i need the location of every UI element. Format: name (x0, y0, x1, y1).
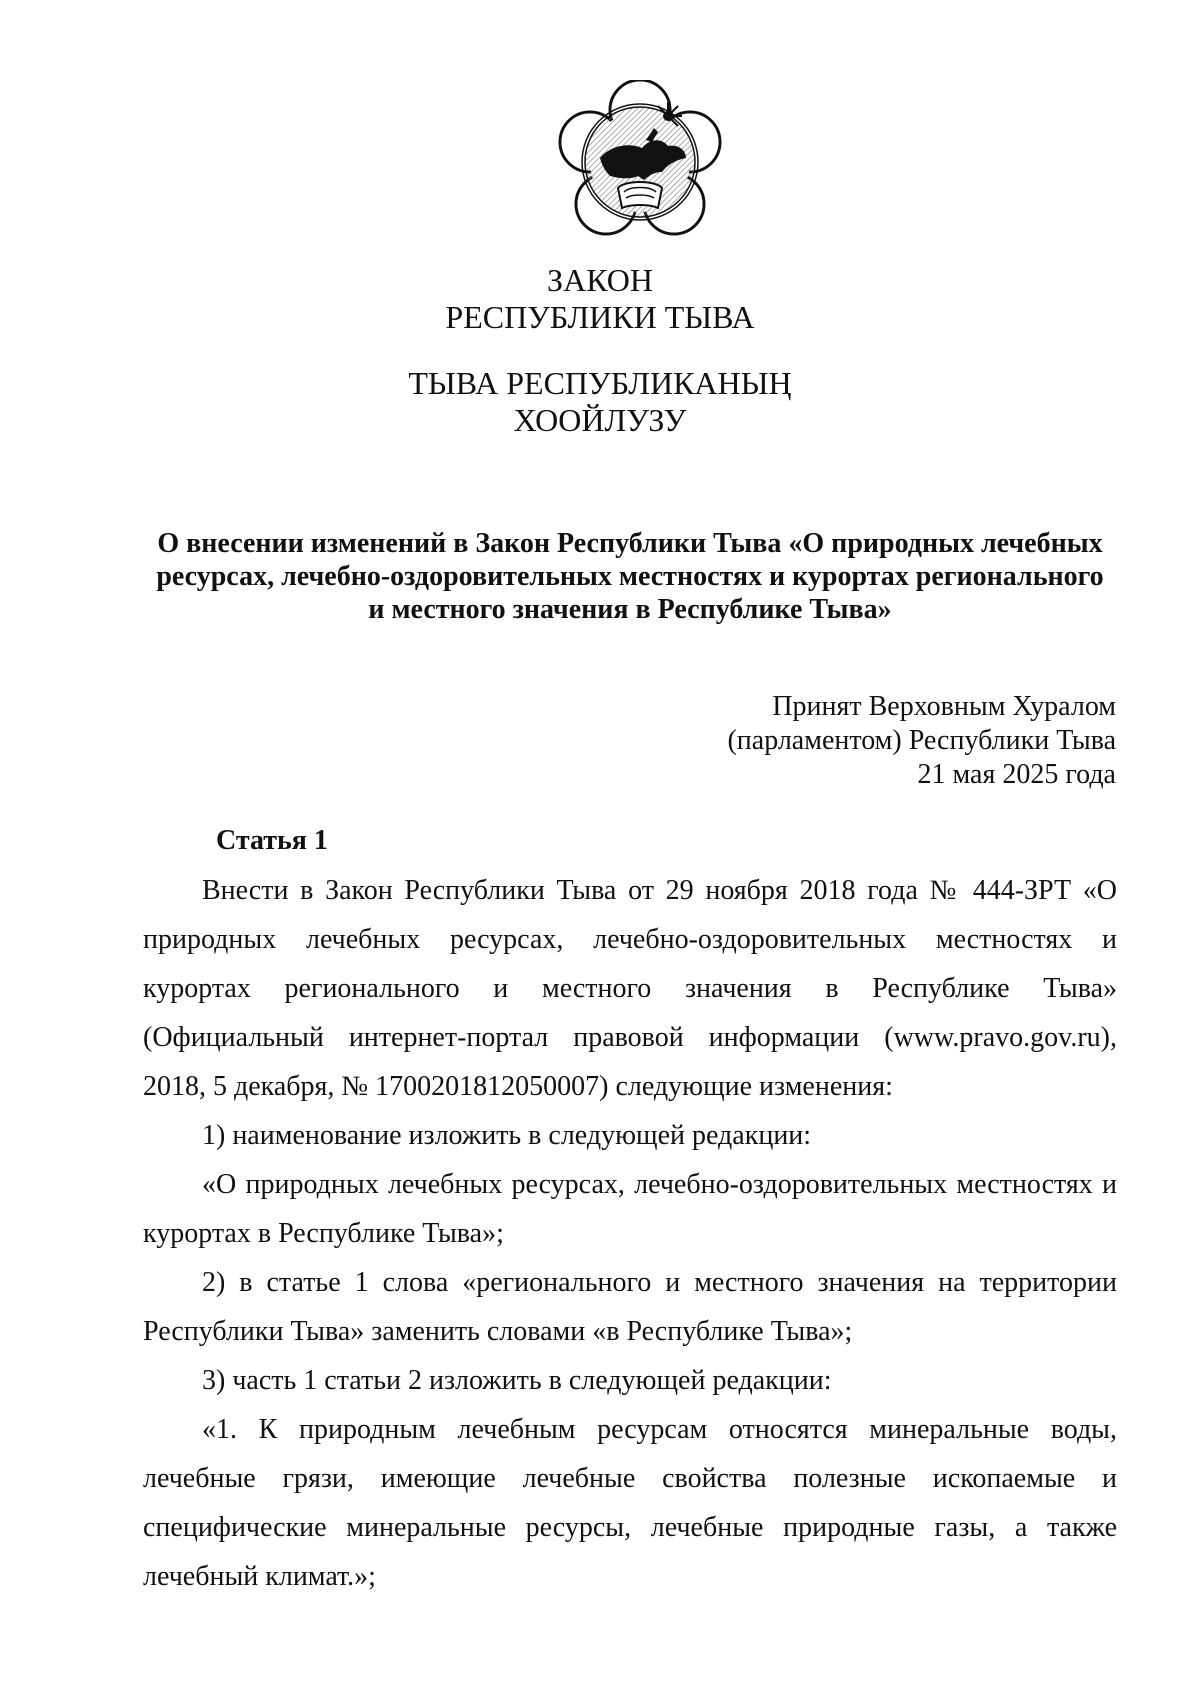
para1-line: (Официальный интернет-портал правовой информации (www.pravo.gov.ru), (143, 1022, 1117, 1053)
law-title-tuvan-line2: ХООЙЛУЗУ (513, 402, 687, 438)
item3-text: 3) часть 1 статьи 2 изложить в следующей редакции: (202, 1365, 832, 1396)
law-title-tuvan (0, 365, 1200, 439)
para1-line: курортах регионального и местного значения в Республике Тыва» (143, 973, 1117, 1004)
law-subject-line1: О внесении изменений в Закон Республики Тыва «О природных лечебных (157, 528, 1103, 559)
item1-quote-line: курортах в Республике Тыва»; (143, 1218, 504, 1249)
item2-line: 2) в статье 1 слова «регионального и местного значения на территории (202, 1267, 1117, 1298)
article-body (143, 866, 1117, 1601)
adoption-note (727, 690, 1116, 792)
adoption-line2: (парламентом) Республики Тыва (727, 725, 1116, 756)
adoption-line1: Принят Верховным Хуралом (772, 691, 1116, 722)
item3-quote-line: специфические минеральные ресурсы, лечебные природные газы, а также (143, 1512, 1117, 1543)
article-title: Статья 1 (216, 825, 328, 856)
item2-line: Республики Тыва» заменить словами «в Республике Тыва»; (143, 1316, 853, 1347)
para1-line: природных лечебных ресурсах, лечебно-оздоровительных местностях и (143, 924, 1117, 955)
law-subject-line3: и местного значения в Республике Тыва» (368, 594, 892, 625)
tuva-coat-of-arms-icon (558, 80, 722, 244)
law-title-line1: ЗАКОН (547, 262, 653, 298)
adoption-date: 21 мая 2025 года (917, 759, 1116, 790)
item1-quote-line: «О природных лечебных ресурсах, лечебно-оздоровительных местностях и (202, 1169, 1117, 1200)
item3-quote-line: «1. К природным лечебным ресурсам относятся минеральные воды, (202, 1414, 1117, 1445)
law-title-tuvan-line1: ТЫВА РЕСПУБЛИКАНЫҢ (408, 365, 792, 401)
item1-text: 1) наименование изложить в следующей редакции: (202, 1120, 812, 1151)
para1-line: 2018, 5 декабря, № 1700201812050007) следующие изменения: (143, 1071, 893, 1102)
law-title (0, 262, 1200, 336)
item3-quote-line: лечебные грязи, имеющие лечебные свойства полезные ископаемые и (143, 1463, 1117, 1494)
law-subject-line2: ресурсах, лечебно-оздоровительных местностях и курортах регионального (156, 561, 1104, 592)
law-subject (140, 527, 1120, 626)
para1-line: Внести в Закон Республики Тыва от 29 ноября 2018 года № 444-ЗРТ «О (202, 875, 1117, 906)
item3-quote-line: лечебный климат.»; (143, 1561, 376, 1592)
law-title-line2: РЕСПУБЛИКИ ТЫВА (445, 299, 755, 335)
